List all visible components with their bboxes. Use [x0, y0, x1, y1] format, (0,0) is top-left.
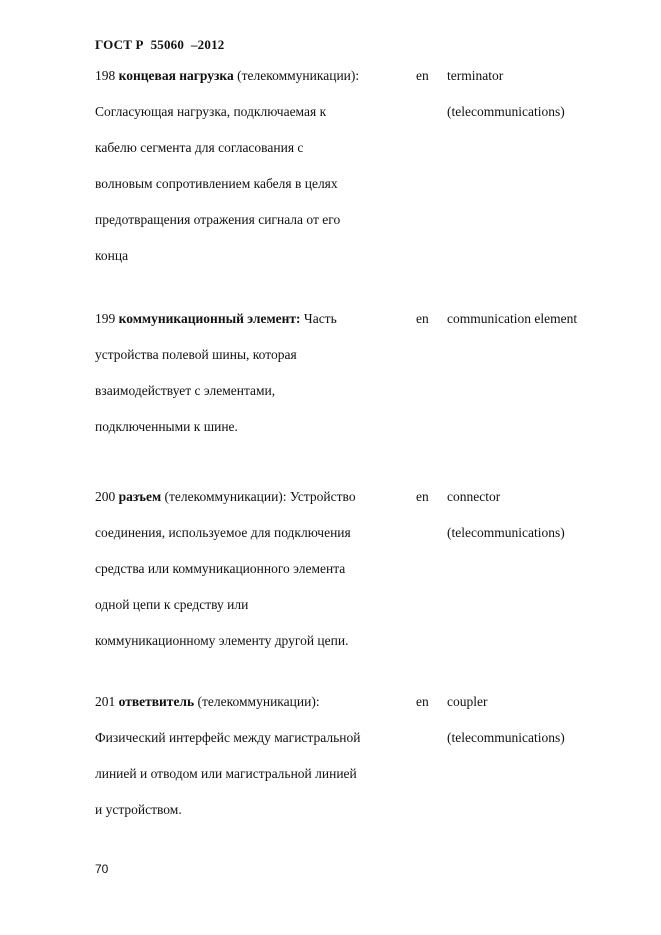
- english-line: (telecommunications): [447, 525, 565, 540]
- definition-line: средства или коммуникационного элемента: [95, 561, 346, 576]
- term-name: ответвитель: [118, 694, 195, 709]
- definition-line: коммуникационному элементу другой цепи.: [95, 633, 349, 648]
- definition-line: Согласующая нагрузка, подключаемая к: [95, 104, 327, 119]
- term-definition-ru: [95, 301, 410, 445]
- definition-line: линией и отводом или магистральной линией: [95, 766, 357, 781]
- document-header: ГОСТ Р 55060 –2012: [95, 37, 225, 52]
- term-qualifier: (телекоммуникации):: [194, 694, 320, 709]
- english-line: coupler: [447, 694, 488, 709]
- english-line: (telecommunications): [447, 730, 565, 745]
- language-code: en: [416, 311, 429, 326]
- page-number: 70: [95, 862, 109, 876]
- language-code: en: [416, 694, 429, 709]
- definition-line: соединения, используемое для подключения: [95, 525, 351, 540]
- term-definition-ru: [95, 684, 410, 828]
- term-name: коммуникационный элемент:: [118, 311, 301, 326]
- term-number: 198: [95, 68, 116, 83]
- definition-line: предотвращения отражения сигнала от его: [95, 212, 341, 227]
- term-english: [447, 58, 617, 130]
- definition-line: волновым сопротивлением кабеля в целях: [95, 176, 338, 191]
- english-line: communication element: [447, 311, 578, 326]
- definition-line: и устройством.: [95, 802, 182, 817]
- term-english: [447, 479, 617, 551]
- term-qualifier: (телекоммуникации): Устройство: [161, 489, 356, 504]
- term-number: 200: [95, 489, 116, 504]
- definition-line: Физический интерфейс между магистральной: [95, 730, 361, 745]
- term-heading-line: [95, 58, 410, 94]
- term-english: [447, 301, 617, 337]
- definition-line: одной цепи к средству или: [95, 597, 249, 612]
- term-definition-ru: [95, 479, 410, 659]
- term-qualifier: (телекоммуникации):: [233, 68, 360, 83]
- term-heading-line: [95, 479, 410, 515]
- definition-line: кабелю сегмента для согласования с: [95, 140, 304, 155]
- term-name: концевая нагрузка: [118, 68, 234, 83]
- term-heading-line: [95, 684, 410, 720]
- english-line: terminator: [447, 68, 504, 83]
- term-definition-ru: [95, 58, 410, 274]
- term-name: разъем: [118, 489, 162, 504]
- english-line: connector: [447, 489, 501, 504]
- language-code: en: [416, 68, 429, 83]
- language-code: en: [416, 489, 429, 504]
- definition-line: взаимодействует с элементами,: [95, 383, 276, 398]
- definition-line: подключенными к шине.: [95, 419, 238, 434]
- english-line: (telecommunications): [447, 104, 565, 119]
- term-qualifier: Часть: [300, 311, 337, 326]
- definition-line: конца: [95, 248, 129, 263]
- term-number: 201: [95, 694, 116, 709]
- term-english: [447, 684, 617, 756]
- term-number: 199: [95, 311, 116, 326]
- definition-line: устройства полевой шины, которая: [95, 347, 297, 362]
- term-heading-line: [95, 301, 410, 337]
